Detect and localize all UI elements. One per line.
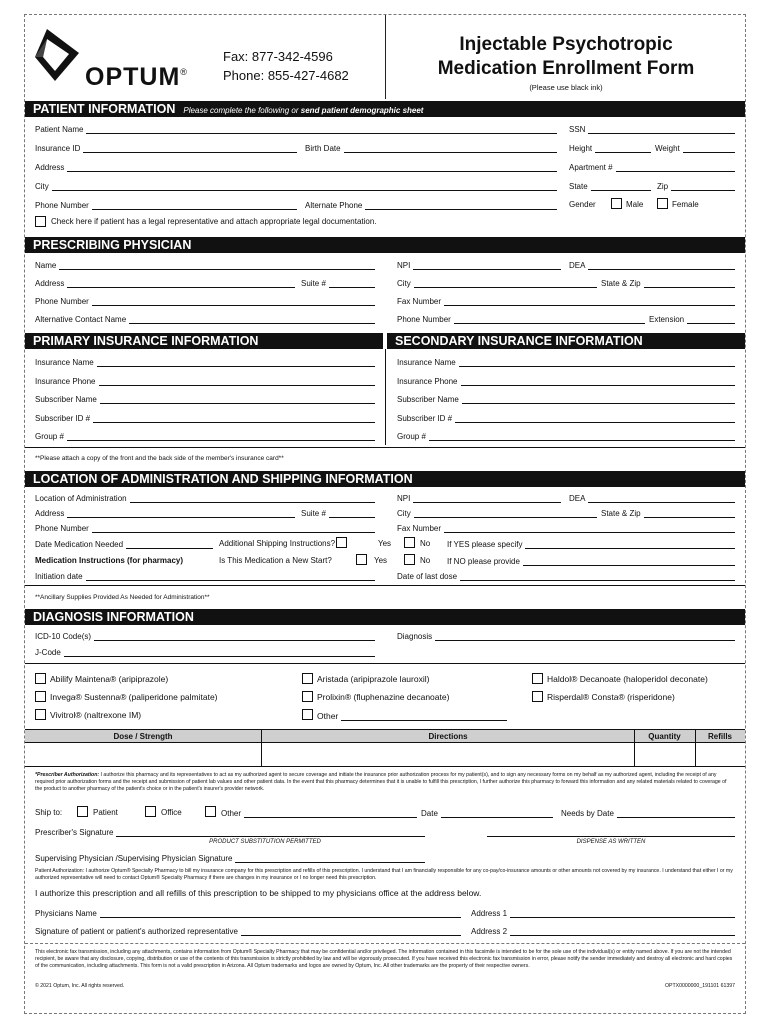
diagnosis-bottom-rule bbox=[25, 663, 745, 664]
secondary-subscriber-id-field[interactable]: Subscriber ID # bbox=[397, 411, 735, 423]
supervising-physician-field[interactable]: Supervising Physician /Supervising Physician Signature bbox=[35, 851, 425, 863]
primary-insurance-heading: PRIMARY INSURANCE INFORMATION bbox=[25, 333, 383, 349]
gender-male-checkbox[interactable] bbox=[611, 198, 622, 209]
physician-address-field[interactable]: Address bbox=[35, 276, 295, 288]
legal-representative-checkbox[interactable] bbox=[35, 216, 46, 227]
new-start-no-checkbox[interactable] bbox=[404, 554, 415, 565]
location-suite-field[interactable]: Suite # bbox=[301, 506, 375, 518]
location-city-field[interactable]: City bbox=[397, 506, 597, 518]
gender-female-checkbox[interactable] bbox=[657, 198, 668, 209]
patient-signature-field[interactable]: Signature of patient or patient's authorized representative bbox=[35, 924, 461, 936]
physician-dea-field[interactable]: DEA bbox=[569, 258, 735, 270]
vivitrol-checkbox[interactable] bbox=[35, 709, 46, 720]
prescriber-signature-psp-field[interactable]: Prescriber's Signature bbox=[35, 825, 425, 837]
location-address-field[interactable]: Address bbox=[35, 506, 295, 518]
apartment-field[interactable]: Apartment # bbox=[569, 160, 735, 172]
phone-number: Phone: 855-427-4682 bbox=[223, 68, 349, 83]
alternative-contact-field[interactable]: Alternative Contact Name bbox=[35, 312, 375, 324]
ship-office-label: Office bbox=[161, 808, 182, 817]
state-field[interactable]: State bbox=[569, 179, 651, 191]
dose-table bbox=[25, 729, 745, 767]
gender-label: Gender bbox=[569, 200, 596, 209]
needs-by-date-field[interactable]: Needs by Date bbox=[561, 806, 735, 818]
primary-insurance-phone-field[interactable]: Insurance Phone bbox=[35, 374, 375, 386]
optum-logo-icon bbox=[33, 27, 83, 83]
refills-cell[interactable] bbox=[697, 745, 743, 765]
primary-group-field[interactable]: Group # bbox=[35, 429, 375, 441]
location-dea-field[interactable]: DEA bbox=[569, 491, 735, 503]
directions-cell[interactable] bbox=[264, 745, 632, 765]
location-state-zip-field[interactable]: State & Zip bbox=[601, 506, 735, 518]
ship-to-label: Ship to: bbox=[35, 808, 63, 817]
birth-date-field[interactable]: Birth Date bbox=[305, 141, 557, 153]
height-field[interactable]: Height bbox=[569, 141, 651, 153]
legal-representative-label: Check here if patient has a legal representative and attach appropriate legal documentation. bbox=[51, 217, 377, 226]
location-administration-field[interactable]: Location of Administration bbox=[35, 491, 375, 503]
j-code-field[interactable]: J-Code bbox=[35, 645, 375, 657]
patient-name-field[interactable]: Patient Name bbox=[35, 122, 557, 134]
location-phone-field[interactable]: Phone Number bbox=[35, 521, 375, 533]
product-substitution-label: PRODUCT SUBSTITUTION PERMITTED bbox=[209, 839, 321, 845]
ssn-field[interactable]: SSN bbox=[569, 122, 735, 134]
primary-subscriber-name-field[interactable]: Subscriber Name bbox=[35, 392, 375, 404]
location-npi-field[interactable]: NPI bbox=[397, 491, 561, 503]
contact-numbers bbox=[223, 47, 349, 85]
insurance-divider bbox=[385, 349, 386, 445]
risperdal-checkbox[interactable] bbox=[532, 691, 543, 702]
additional-yes-label: Yes bbox=[378, 539, 392, 548]
location-bottom-rule bbox=[25, 585, 745, 586]
ancillary-supplies-note: **Ancillary Supplies Provided As Needed for Administration** bbox=[35, 594, 210, 601]
insurance-card-note: **Please attach a copy of the front and the back side of the member's insurance card** bbox=[35, 455, 284, 462]
primary-subscriber-id-field[interactable]: Subscriber ID # bbox=[35, 411, 375, 423]
form-title: Injectable Psychotropic Medication Enrollment Form bbox=[437, 34, 695, 79]
secondary-insurance-phone-field[interactable]: Insurance Phone bbox=[397, 374, 735, 386]
secondary-insurance-heading: SECONDARY INSURANCE INFORMATION bbox=[387, 333, 745, 349]
invega-label: Invega® Sustenna® (paliperidone palmitate) bbox=[50, 692, 218, 702]
fax-number: Fax: 877-342-4596 bbox=[223, 49, 333, 64]
haldol-checkbox[interactable] bbox=[532, 673, 543, 684]
haldol-label: Haldol® Decanoate (haloperidol deconate) bbox=[547, 674, 708, 684]
other-medication-field[interactable]: Other bbox=[317, 709, 507, 721]
optum-logo bbox=[33, 27, 209, 91]
date-medication-needed-field[interactable]: Date Medication Needed bbox=[35, 537, 213, 549]
footer-divider bbox=[25, 943, 745, 944]
additional-shipping-no-checkbox[interactable] bbox=[404, 537, 415, 548]
location-shipping-heading: LOCATION OF ADMINISTRATION AND SHIPPING INFORMATION bbox=[25, 471, 745, 487]
location-fax-field[interactable]: Fax Number bbox=[397, 521, 735, 533]
vivitrol-label: Vivitrol® (naltrexone IM) bbox=[50, 710, 142, 720]
quantity-header: Quantity bbox=[648, 732, 681, 741]
primary-insurance-name-field[interactable]: Insurance Name bbox=[35, 355, 375, 367]
additional-no-label: No bbox=[420, 539, 431, 548]
patient-authorization-text: Patient Authorization: I authorize Optum® Specialty Pharmacy to bill my insurance company for this prescription and refills of this prescription. I understand that I am financially responsible for any co-pay/co-insurance amounts or other amounts not covered by my insurance. I understand that either I or my authorized representative will need to contact Optum® Specialty Pharmacy if there are changes in my insurance or I no longer need this prescription. bbox=[35, 868, 733, 881]
weight-field[interactable]: Weight bbox=[655, 141, 735, 153]
initiation-date-field[interactable]: Initiation date bbox=[35, 569, 375, 581]
ship-authorization-statement: I authorize this prescription and all refills of this prescription to be shipped to my physicians office at the address below. bbox=[35, 888, 482, 898]
prolixin-label: Prolixin® (fluphenazine decanoate) bbox=[317, 692, 450, 702]
prolixin-checkbox[interactable] bbox=[302, 691, 313, 702]
dose-strength-header: Dose / Strength bbox=[113, 732, 173, 741]
zip-field[interactable]: Zip bbox=[657, 179, 735, 191]
ship-to-other-checkbox[interactable] bbox=[205, 806, 216, 817]
risperdal-label: Risperdal® Consta® (risperidone) bbox=[547, 692, 675, 702]
physician-suite-field[interactable]: Suite # bbox=[301, 276, 375, 288]
ship-to-patient-checkbox[interactable] bbox=[77, 806, 88, 817]
physician-fax-field[interactable]: Fax Number bbox=[397, 294, 735, 306]
physician-name-field[interactable]: Name bbox=[35, 258, 375, 270]
other-medication-checkbox[interactable] bbox=[302, 709, 313, 720]
prescriber-signature-daw-field[interactable] bbox=[487, 825, 735, 837]
prescribing-physician-heading: PRESCRIBING PHYSICIAN bbox=[25, 237, 745, 253]
alternate-phone-field[interactable]: Alternate Phone bbox=[305, 198, 557, 210]
form-code: OPTX0000000_191101 61397 bbox=[665, 983, 735, 989]
physician-phone-field[interactable]: Phone Number bbox=[35, 294, 375, 306]
if-no-provide-field[interactable]: If NO please provide bbox=[447, 554, 735, 566]
ship-to-office-checkbox[interactable] bbox=[145, 806, 156, 817]
enrollment-form bbox=[24, 14, 746, 1014]
diagnosis-heading: DIAGNOSIS INFORMATION bbox=[25, 609, 745, 625]
physician-npi-field[interactable]: NPI bbox=[397, 258, 561, 270]
physician-state-zip-field[interactable]: State & Zip bbox=[601, 276, 735, 288]
header-divider bbox=[385, 15, 386, 99]
insurance-bottom-rule bbox=[25, 447, 745, 448]
contact-phone-field[interactable]: Phone Number bbox=[397, 312, 645, 324]
icd10-codes-field[interactable]: ICD-10 Code(s) bbox=[35, 629, 375, 641]
extension-field[interactable]: Extension bbox=[649, 312, 735, 324]
secondary-group-field[interactable]: Group # bbox=[397, 429, 735, 441]
new-start-no-label: No bbox=[420, 556, 431, 565]
copyright: © 2021 Optum, Inc. All rights reserved. bbox=[35, 983, 125, 989]
abilify-checkbox[interactable] bbox=[35, 673, 46, 684]
male-label: Male bbox=[626, 200, 644, 209]
address-field[interactable]: Address bbox=[35, 160, 557, 172]
address-1-field[interactable]: Address 1 bbox=[471, 906, 735, 918]
new-start-yes-checkbox[interactable] bbox=[356, 554, 367, 565]
address-2-field[interactable]: Address 2 bbox=[471, 924, 735, 936]
form-header bbox=[25, 15, 745, 99]
ship-patient-label: Patient bbox=[93, 808, 118, 817]
dose-strength-cell[interactable] bbox=[27, 745, 259, 765]
female-label: Female bbox=[672, 200, 699, 209]
prescriber-authorization-text: *Prescriber Authorization: I authorize this pharmacy and its representatives to act as my authorized agent to secure coverage and initiate the insurance prior authorization process for my patient(s), and to sign any necessary forms on my behalf as my authorized agent, including the receipt of any required prior authorization forms and the receipt and submission of patient lab values and other patient data. In the event that this pharmacy determines that it is unable to fulfill this prescription, I further authorize this pharmacy to forward this information and any related materials related to coverage of the product to another pharmacy of the patient's choice or in the patient's insurer's provider network. bbox=[35, 772, 727, 792]
aristada-checkbox[interactable] bbox=[302, 673, 313, 684]
abilify-label: Abilify Maintena® (aripiprazole) bbox=[50, 674, 169, 684]
ship-to-other-field[interactable]: Other bbox=[221, 806, 417, 818]
directions-header: Directions bbox=[428, 732, 468, 741]
physician-city-field[interactable]: City bbox=[397, 276, 597, 288]
ship-date-field[interactable]: Date bbox=[421, 806, 553, 818]
additional-shipping-label: Additional Shipping Instructions? bbox=[219, 539, 336, 548]
aristada-label: Aristada (aripiprazole lauroxil) bbox=[317, 674, 430, 684]
ink-note: (Please use black ink) bbox=[529, 83, 603, 92]
confidentiality-notice: This electronic fax transmission, including any attachments, contains information from Optum® Specialty Pharmacy that may be confidential and/or privileged. The information contained in this facsimile is intended to be for the sole use of the individual(s) or entity named above. If you are not the intended recipient, be aware that any disclosure, copying, distribution or use of the contents of this transmission is strictly prohibited by law and will be vigorously prosecuted. If you have received this electronic fax transmission in error, please notify the sender immediately and destroy all electronic and hard copies of the communication, including attachments. This form is not a valid prescription in Arizona. All Optum trademarks and logos are owned by Optum, Inc. All other trademarks are the property of their respective owners. bbox=[35, 949, 733, 969]
refills-header: Refills bbox=[707, 732, 732, 741]
new-start-yes-label: Yes bbox=[374, 556, 388, 565]
date-last-dose-field[interactable]: Date of last dose bbox=[397, 569, 735, 581]
additional-shipping-yes-checkbox[interactable] bbox=[336, 537, 347, 548]
secondary-insurance-name-field[interactable]: Insurance Name bbox=[397, 355, 735, 367]
physicians-name-field[interactable]: Physicians Name bbox=[35, 906, 461, 918]
new-start-label: Is This Medication a New Start? bbox=[219, 556, 332, 565]
dispense-as-written-label: DISPENSE AS WRITTEN bbox=[576, 839, 646, 845]
phone-number-field[interactable]: Phone Number bbox=[35, 198, 297, 210]
insurance-id-field[interactable]: Insurance ID bbox=[35, 141, 297, 153]
invega-checkbox[interactable] bbox=[35, 691, 46, 702]
patient-information-heading: PATIENT INFORMATION Please complete the following or send patient demographic sheet bbox=[25, 101, 745, 117]
quantity-cell[interactable] bbox=[636, 745, 693, 765]
medication-instructions-label: Medication Instructions (for pharmacy) bbox=[35, 556, 184, 565]
if-yes-specify-field[interactable]: If YES please specify bbox=[447, 537, 735, 549]
diagnosis-field[interactable]: Diagnosis bbox=[397, 629, 735, 641]
secondary-subscriber-name-field[interactable]: Subscriber Name bbox=[397, 392, 735, 404]
brand-name: OPTUM® bbox=[85, 63, 188, 91]
city-field[interactable]: City bbox=[35, 179, 557, 191]
